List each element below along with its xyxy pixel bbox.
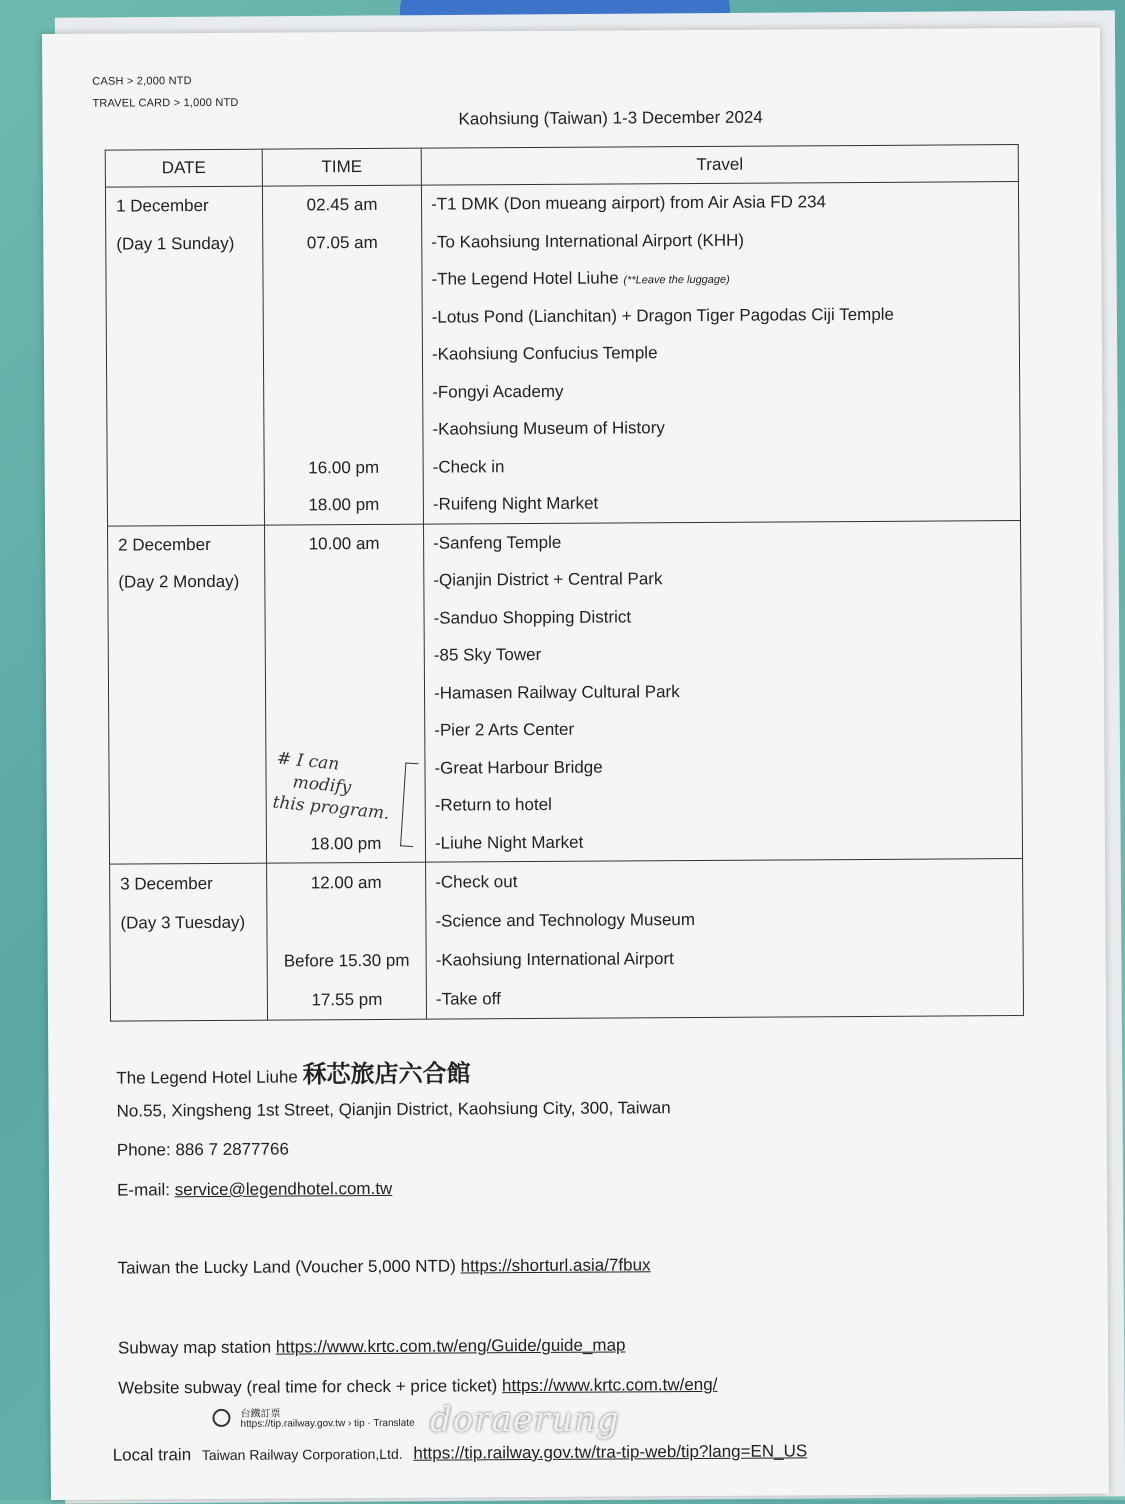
rail-title: 台鐵訂票 <box>240 1408 281 1420</box>
activity: -Hamasen Railway Cultural Park <box>433 681 680 703</box>
time-value: 10.00 am <box>308 533 380 553</box>
date-header: DATE <box>105 149 262 187</box>
day-label: (Day 3 Tuesday) <box>120 912 246 933</box>
time-value <box>263 261 421 299</box>
time-value: Before 15.30 pm <box>283 950 410 971</box>
activity: -Science and Technology Museum <box>435 910 696 931</box>
time-value: 12.00 am <box>310 872 382 893</box>
activity: -Kaohsiung Museum of History <box>432 418 665 439</box>
day-row <box>108 520 1023 864</box>
time-value: 18.00 pm <box>310 833 382 853</box>
day-label: (Day 1 Sunday) <box>116 233 235 254</box>
time-value <box>265 562 423 600</box>
email-link[interactable]: service@legendhotel.com.tw <box>174 1178 393 1200</box>
cash-note: CASH > 2,000 NTD <box>92 75 192 88</box>
time-cell <box>262 185 423 524</box>
local-train-line <box>113 1441 808 1465</box>
hotel-email-line <box>117 1179 392 1201</box>
activity: -Kaohsiung International Airport <box>435 949 674 970</box>
activity: -Kaohsiung Confucius Temple <box>431 343 658 364</box>
activity-text: -The Legend Hotel Liuhe <box>431 268 619 289</box>
railway-logo-icon <box>212 1409 230 1427</box>
date-label: 3 December <box>120 873 213 894</box>
handwritten-line: this program. <box>271 791 391 824</box>
activity: -To Kaohsiung International Airport (KHH) <box>431 230 745 252</box>
time-value: 18.00 pm <box>308 494 380 515</box>
lucky-land-label: Taiwan the Lucky Land (Voucher 5,000 NTD) <box>117 1256 456 1278</box>
date-cell <box>110 863 268 1021</box>
activity <box>422 257 1018 298</box>
activity: -Great Harbour Bridge <box>434 757 603 778</box>
time-value <box>266 637 424 675</box>
date-label: 2 December <box>118 534 211 555</box>
lucky-land-link[interactable]: https://shorturl.asia/7fbux <box>460 1255 651 1276</box>
activity: -Take off <box>435 989 501 1009</box>
hotel-name-cjk: 秝芯旅店六合館 <box>302 1059 471 1089</box>
activity: -Check out <box>435 872 518 892</box>
hotel-phone-line <box>117 1140 289 1161</box>
day-row <box>105 182 1020 526</box>
time-value <box>264 373 422 411</box>
travel-cell <box>426 859 1024 1020</box>
travel-cell <box>423 520 1022 862</box>
time-cell <box>265 524 426 863</box>
time-value: 02.45 am <box>306 194 378 215</box>
table-header-row <box>105 145 1018 188</box>
hotel-address: No.55, Xingsheng 1st Street, Qianjin District, Kaohsiung City, 300, Taiwan <box>116 1098 671 1121</box>
time-value <box>264 336 422 374</box>
watermark: doraerung <box>430 1400 620 1440</box>
time-value <box>264 411 422 449</box>
itinerary-page <box>42 28 1109 1500</box>
activity: -Check in <box>432 456 505 477</box>
date-label: 1 December <box>115 195 209 216</box>
subway-site-line <box>118 1375 717 1399</box>
rail-url-small: https://tip.railway.gov.tw › tip · Translate <box>240 1417 415 1430</box>
date-cell <box>105 186 264 525</box>
time-header: TIME <box>262 148 421 186</box>
time-cell <box>267 862 427 1020</box>
subway-site-link[interactable]: https://www.krtc.com.tw/eng/ <box>501 1374 718 1396</box>
activity: -Sanfeng Temple <box>433 532 562 553</box>
phone-label: Phone: <box>116 1140 171 1160</box>
activity: -Ruifeng Night Market <box>432 493 599 514</box>
subway-map-link[interactable]: https://www.krtc.com.tw/eng/Guide/guide_map <box>275 1335 626 1357</box>
time-value: 16.00 pm <box>308 457 380 477</box>
time-value <box>267 902 425 942</box>
time-value <box>266 674 424 712</box>
activity: -T1 DMK (Don mueang airport) from Air Asia FD 234 <box>430 192 827 214</box>
time-value <box>266 712 424 750</box>
rail-company: Taiwan Railway Corporation,Ltd. <box>201 1445 403 1464</box>
time-value <box>265 599 423 637</box>
subway-map-line <box>118 1335 626 1358</box>
hotel-name: The Legend Hotel Liuhe <box>116 1067 298 1088</box>
travel-card-note: TRAVEL CARD > 1,000 NTD <box>92 96 239 110</box>
activity: -Pier 2 Arts Center <box>434 719 575 740</box>
subway-site-label: Website subway (real time for check + price ticket) <box>118 1376 498 1398</box>
local-train-link[interactable]: https://tip.railway.gov.tw/tra-tip-web/tip?lang=EN_US <box>413 1441 808 1463</box>
travel-cell <box>421 182 1020 524</box>
activity: -Sanduo Shopping District <box>433 606 632 628</box>
date-cell <box>108 525 267 864</box>
handwritten-note <box>272 747 395 824</box>
page-title: Kaohsiung (Taiwan) 1-3 December 2024 <box>458 107 763 129</box>
time-value <box>264 298 422 336</box>
activity: -Qianjin District + Central Park <box>433 569 663 590</box>
lucky-land-line <box>117 1255 650 1278</box>
activity: -Fongyi Academy <box>432 381 564 402</box>
activity: -Lotus Pond (Lianchitan) + Dragon Tiger Pagodas Ciji Temple <box>431 304 895 327</box>
activity: -Return to hotel <box>434 794 552 815</box>
local-train-label: Local train <box>112 1445 192 1465</box>
activity: -85 Sky Tower <box>433 644 542 665</box>
luggage-note: (**Leave the luggage) <box>623 273 730 287</box>
email-label: E-mail: <box>117 1180 171 1200</box>
day-label: (Day 2 Monday) <box>118 571 240 592</box>
time-value: 17.55 pm <box>311 989 383 1010</box>
handwritten-line: modify <box>291 771 353 798</box>
schedule-table <box>105 144 1024 1022</box>
phone-number: 886 7 2877766 <box>175 1139 289 1160</box>
activity: -Liuhe Night Market <box>434 832 584 853</box>
day-row <box>110 859 1024 1022</box>
subway-map-label: Subway map station <box>117 1337 272 1358</box>
travel-header: Travel <box>421 145 1018 186</box>
hotel-name-line <box>116 1053 470 1090</box>
time-value: 07.05 am <box>306 232 378 252</box>
handwritten-line: # I can <box>276 748 341 775</box>
